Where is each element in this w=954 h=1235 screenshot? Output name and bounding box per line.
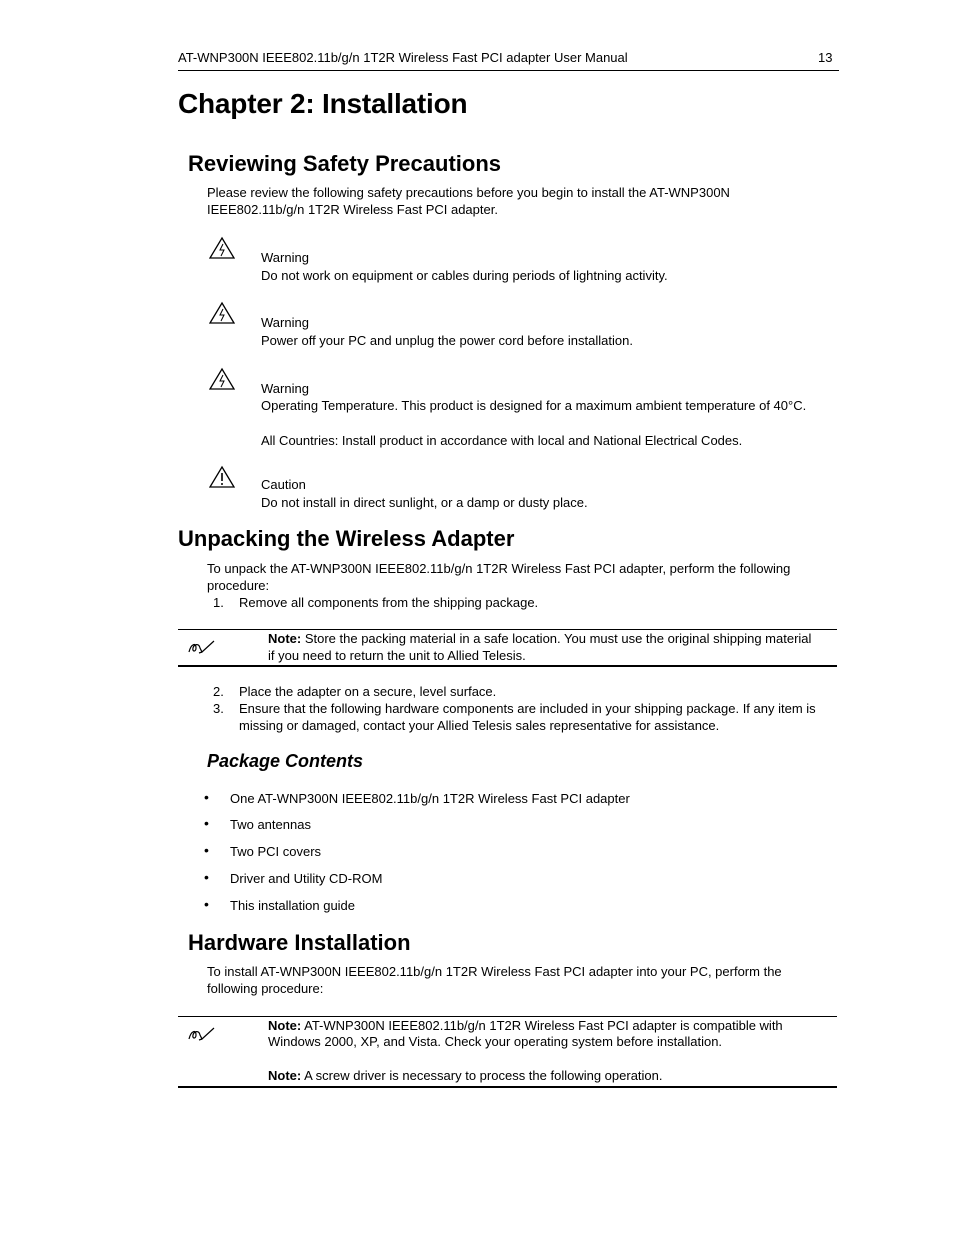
step-number: 2.	[213, 684, 224, 699]
notice-label: Warning	[261, 250, 309, 265]
section-heading-unpacking: Unpacking the Wireless Adapter	[178, 526, 515, 551]
note-bottom-rule	[178, 665, 837, 667]
note-bottom-rule	[178, 1086, 837, 1088]
hardware-intro-line2: following procedure:	[207, 981, 324, 996]
list-item: Two PCI covers	[230, 844, 322, 859]
notice-label: Warning	[261, 381, 309, 396]
step-text-continued: missing or damaged, contact your Allied Telesis sales representative for assistance.	[239, 718, 720, 733]
list-item: One AT-WNP300N IEEE802.11b/g/n 1T2R Wireless Fast PCI adapter	[230, 791, 630, 806]
list-item: Two antennas	[230, 817, 311, 832]
header-divider	[178, 70, 839, 71]
note-text-line2: Windows 2000, XP, and Vista. Check your operating system before installation.	[268, 1034, 723, 1049]
running-header-title: AT-WNP300N IEEE802.11b/g/n 1T2R Wireless Fast PCI adapter User Manual	[178, 50, 628, 65]
notice-text: Operating Temperature. This product is designed for a maximum ambient temperature of 40°C.	[261, 398, 807, 413]
lightning-warning-icon	[209, 236, 235, 260]
note-text-line1	[268, 630, 829, 647]
chapter-title: Chapter 2: Installation	[178, 88, 468, 119]
section-heading-safety: Reviewing Safety Precautions	[188, 151, 501, 176]
note-label: Note:	[268, 1018, 302, 1033]
list-item: This installation guide	[230, 898, 356, 913]
caution-icon	[209, 465, 235, 489]
step-text: Ensure that the following hardware components are included in your shipping package. If any item is	[239, 701, 816, 716]
note-text-second	[268, 1067, 663, 1084]
note-text-line2: if you need to return the unit to Allied Telesis.	[268, 648, 526, 663]
notice-label: Caution	[261, 477, 306, 492]
step-text: Remove all components from the shipping package.	[239, 595, 539, 610]
section-heading-hardware: Hardware Installation	[188, 930, 411, 955]
step-number: 3.	[213, 701, 224, 716]
bullet: •	[204, 896, 209, 912]
page-number: 13	[818, 50, 833, 65]
note-label: Note:	[268, 631, 302, 646]
hardware-intro-line1: To install AT-WNP300N IEEE802.11b/g/n 1T2R Wireless Fast PCI adapter into your PC, perform the	[207, 964, 782, 979]
subsection-heading-package-contents: Package Contents	[207, 751, 364, 771]
notice-text: Do not install in direct sunlight, or a damp or dusty place.	[261, 495, 588, 510]
note-body: AT-WNP300N IEEE802.11b/g/n 1T2R Wireless Fast PCI adapter is compatible with	[301, 1018, 783, 1033]
safety-intro-line2: IEEE802.11b/g/n 1T2R Wireless Fast PCI adapter.	[207, 202, 498, 217]
note-body: Store the packing material in a safe location. You must use the original shipping material	[301, 631, 812, 646]
bullet: •	[204, 842, 209, 858]
list-item: Driver and Utility CD-ROM	[230, 871, 383, 886]
bullet: •	[204, 869, 209, 885]
unpacking-intro-line1: To unpack the AT-WNP300N IEEE802.11b/g/n 1T2R Wireless Fast PCI adapter, perform the following	[207, 561, 791, 576]
lightning-warning-icon	[209, 301, 235, 325]
note-pencil-icon	[187, 639, 217, 655]
bullet: •	[204, 789, 209, 805]
note-label: Note:	[268, 1068, 302, 1083]
note-text-line1	[268, 1017, 829, 1034]
notice-label: Warning	[261, 315, 309, 330]
lightning-warning-icon	[209, 367, 235, 391]
note-body: A screw driver is necessary to process the following operation.	[301, 1068, 663, 1083]
step-number: 1.	[213, 595, 224, 610]
step-text: Place the adapter on a secure, level surface.	[239, 684, 497, 699]
note-pencil-icon	[187, 1026, 217, 1042]
unpacking-intro-line2: procedure:	[207, 578, 270, 593]
notice-text: Do not work on equipment or cables during periods of lightning activity.	[261, 268, 668, 283]
safety-intro-line1: Please review the following safety precautions before you begin to install the AT-WNP300N	[207, 185, 730, 200]
notice-extra-text: All Countries: Install product in accordance with local and National Electrical Codes.	[261, 433, 743, 448]
notice-text: Power off your PC and unplug the power cord before installation.	[261, 333, 633, 348]
bullet: •	[204, 815, 209, 831]
